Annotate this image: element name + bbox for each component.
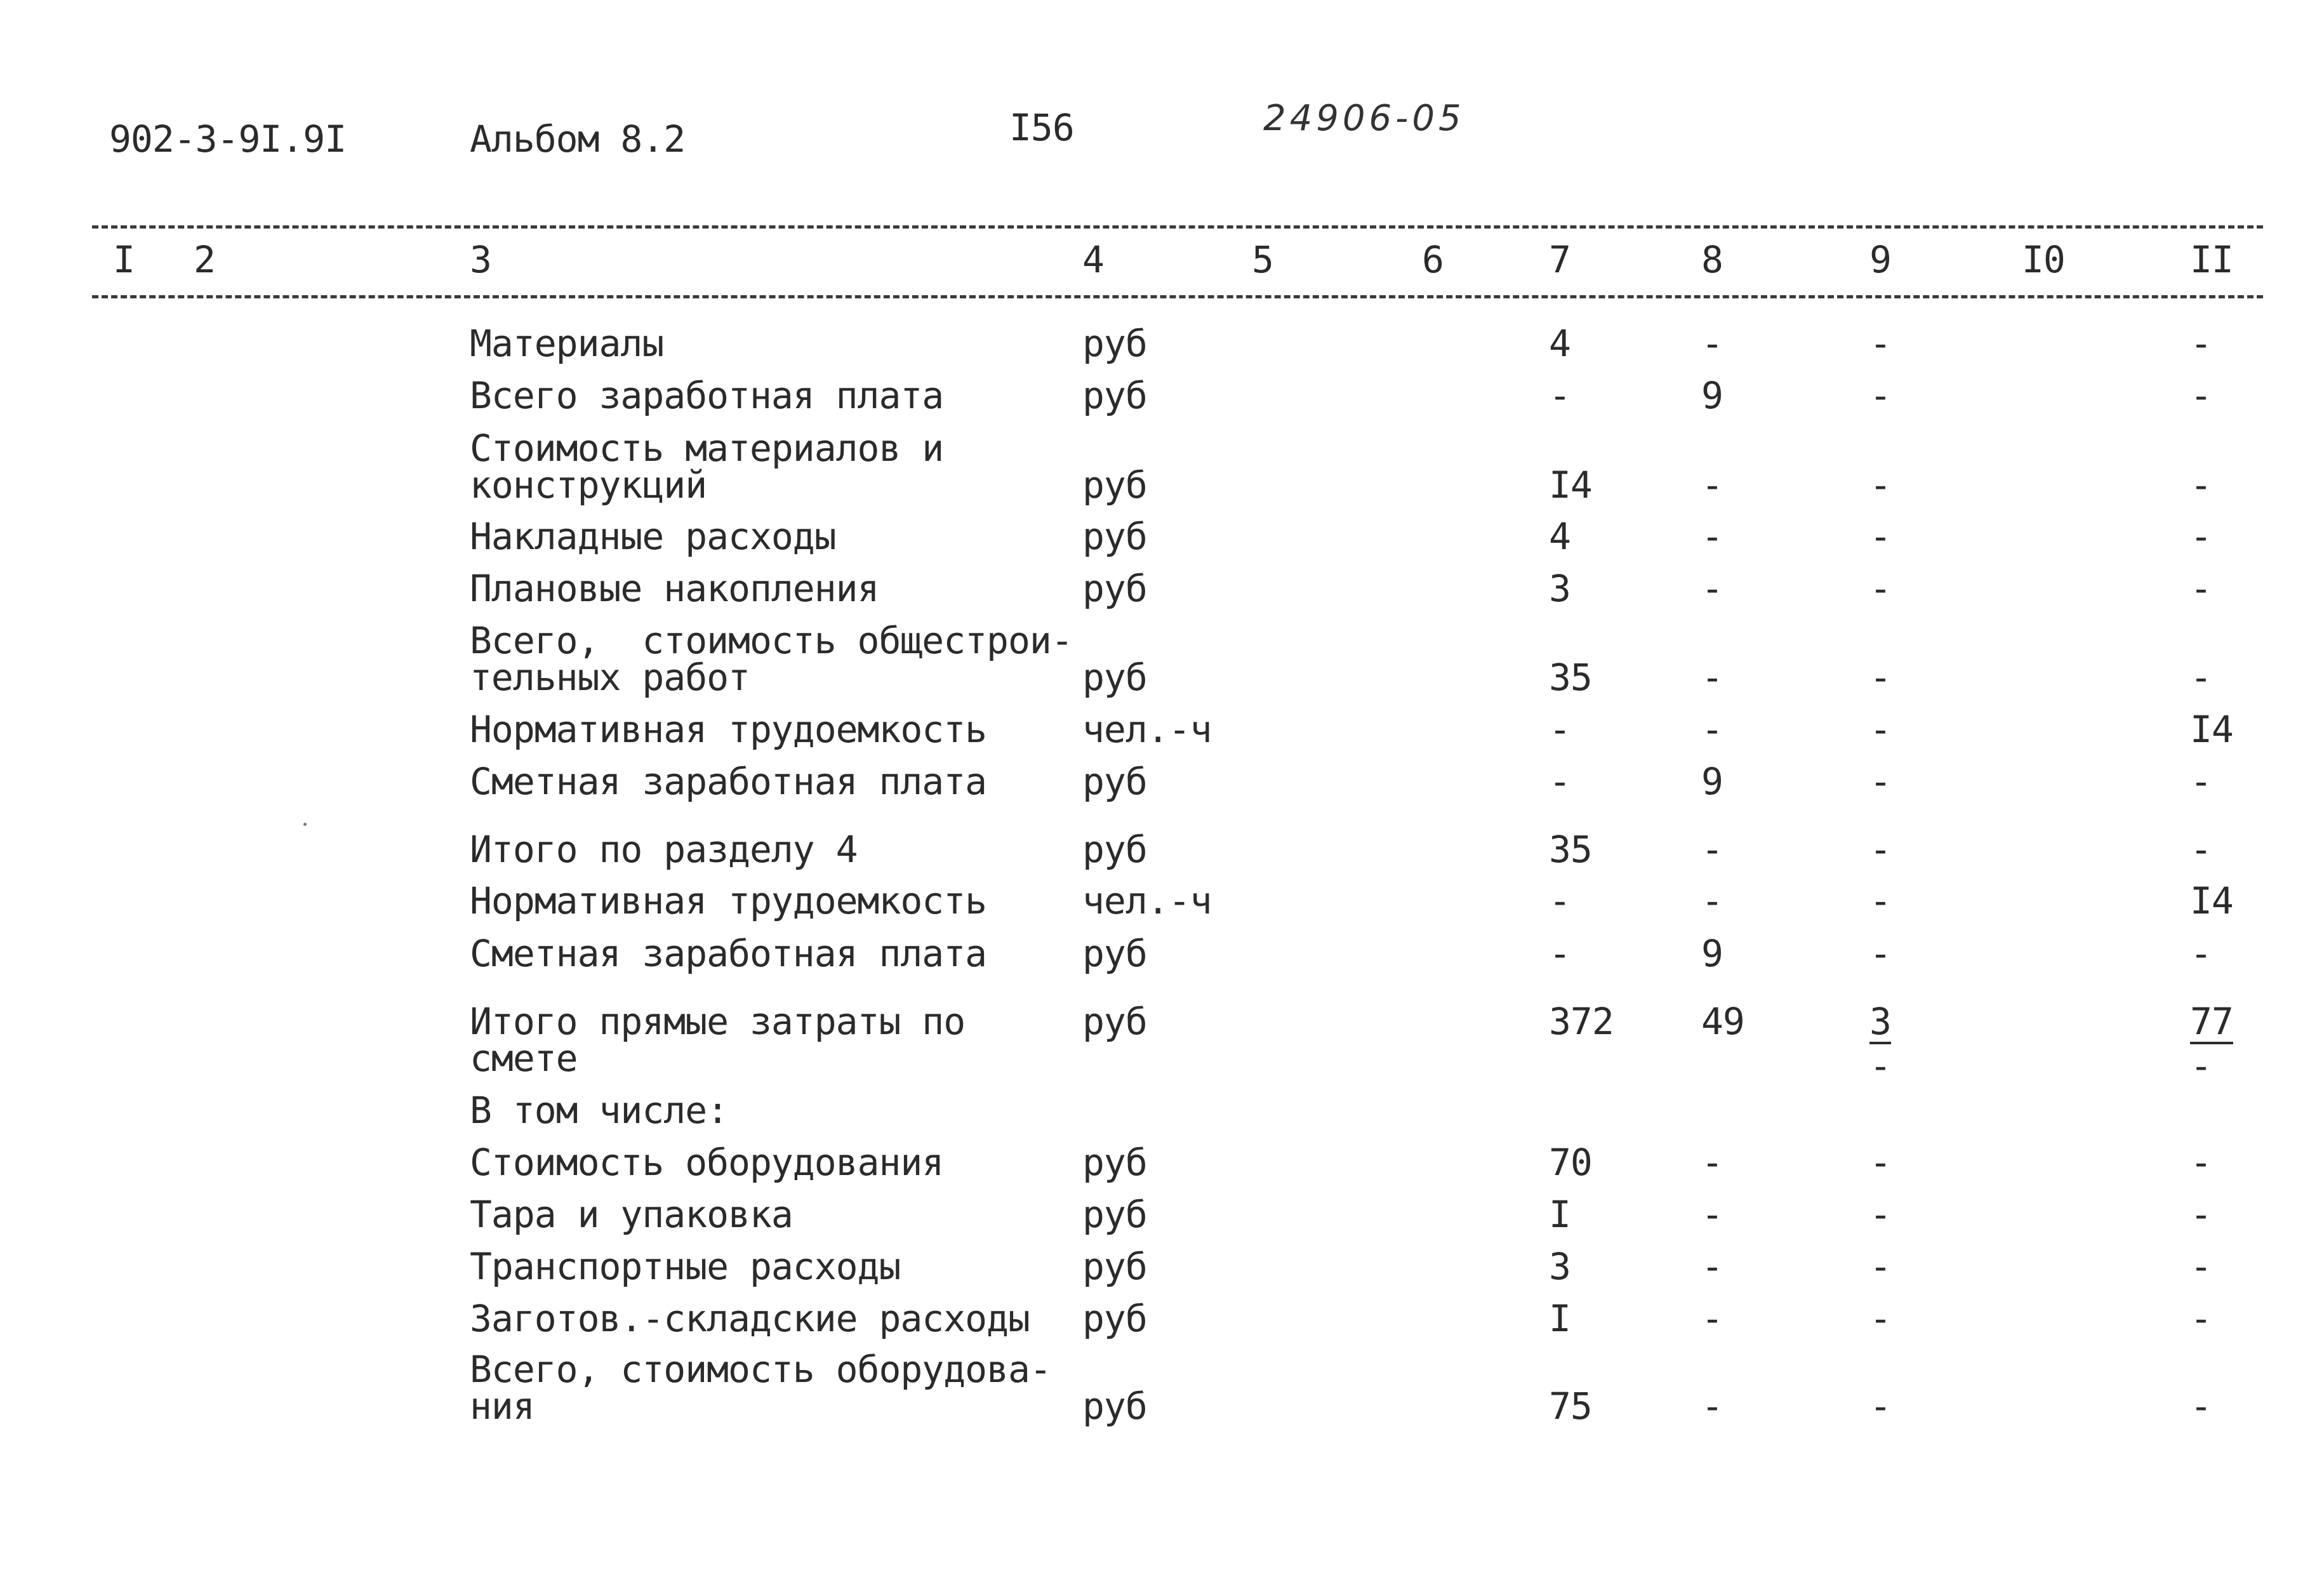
column-header-3: 3 — [470, 238, 491, 281]
row-col9-value: - — [1869, 708, 1891, 751]
row-name-line: Сметная заработная плата — [470, 760, 987, 803]
row-col8-value: - — [1701, 1245, 1723, 1288]
row-name-line: Всего, стоимость оборудова- — [470, 1348, 1051, 1391]
row-name-line: В том числе: — [470, 1089, 729, 1132]
row-unit: чел.-ч — [1082, 879, 1212, 922]
row-col9-value: - — [1869, 760, 1891, 803]
row-name-line: Нормативная трудоемкость — [470, 708, 987, 751]
row-col8-value: - — [1701, 1385, 1723, 1428]
row-unit: руб — [1082, 656, 1147, 699]
row-unit: руб — [1082, 760, 1147, 803]
column-header-10: I0 — [2022, 238, 2065, 281]
row-unit: руб — [1082, 374, 1147, 417]
row-unit: руб — [1082, 1385, 1147, 1428]
row-col11-value: I4 — [2190, 708, 2233, 751]
row-col7-value: 3 — [1549, 567, 1570, 610]
row-col9-value: - — [1869, 656, 1891, 699]
row-col7-value: 4 — [1549, 515, 1570, 558]
row-name-line: смете — [470, 1037, 578, 1080]
row-name-line: Сметная заработная плата — [470, 932, 987, 975]
row-name-line: Стоимость оборудования — [470, 1141, 944, 1184]
row-col7-value: 70 — [1549, 1141, 1592, 1184]
header-bottom-rule — [92, 295, 2263, 298]
header-top-rule — [92, 225, 2263, 229]
row-unit: руб — [1082, 567, 1147, 610]
row-unit: руб — [1082, 515, 1147, 558]
row-col11-value: - — [2190, 760, 2212, 803]
row-col9-value: - — [1869, 1297, 1891, 1340]
row-col9-value: - — [1869, 1245, 1891, 1288]
row-name-line: тельных работ — [470, 656, 750, 699]
column-header-2: 2 — [194, 238, 215, 281]
row-col7-value: - — [1549, 374, 1570, 417]
row-name-line: Тара и упаковка — [470, 1193, 793, 1236]
row-col9-below: - — [1869, 1044, 1891, 1087]
row-col9-value: - — [1869, 567, 1891, 610]
row-col11-value: - — [2190, 1385, 2212, 1428]
column-header-7: 7 — [1549, 238, 1570, 281]
row-col9-value: - — [1869, 463, 1891, 507]
row-col11-value: 77 — [2190, 1000, 2233, 1043]
row-name-line: Итого по разделу 4 — [470, 828, 858, 871]
row-col9-value: - — [1869, 322, 1891, 365]
row-col11-value: - — [2190, 567, 2212, 610]
row-name-line: Материалы — [470, 322, 664, 365]
row-col7-value: 4 — [1549, 322, 1570, 365]
row-unit: руб — [1082, 932, 1147, 975]
row-unit: руб — [1082, 1297, 1147, 1340]
row-col7-value: 372 — [1549, 1000, 1614, 1043]
row-col7-value: - — [1549, 708, 1570, 751]
row-col8-value: - — [1701, 828, 1723, 871]
row-col11-value: - — [2190, 463, 2212, 507]
row-col7-value: 35 — [1549, 828, 1592, 871]
row-unit: руб — [1082, 1141, 1147, 1184]
row-col8-value: - — [1701, 463, 1723, 507]
row-col9-value: - — [1869, 1385, 1891, 1428]
row-col11-value: - — [2190, 515, 2212, 558]
row-name-line: Всего заработная плата — [470, 374, 944, 417]
row-unit: руб — [1082, 1245, 1147, 1288]
row-unit: руб — [1082, 463, 1147, 507]
row-col7-value: I4 — [1549, 463, 1592, 507]
row-col7-value: 75 — [1549, 1385, 1592, 1428]
document-code: 902-3-9I.9I — [109, 117, 347, 161]
row-col8-value: - — [1701, 567, 1723, 610]
row-name-line: Плановые накопления — [470, 567, 879, 610]
row-col8-value: 9 — [1701, 374, 1723, 417]
row-name-line: Итого прямые затраты по — [470, 1000, 966, 1043]
row-col8-value: - — [1701, 1193, 1723, 1236]
row-name-line: Транспортные расходы — [470, 1245, 901, 1288]
row-col11-value: - — [2190, 828, 2212, 871]
column-header-9: 9 — [1869, 238, 1891, 281]
row-unit: руб — [1082, 1193, 1147, 1236]
row-col9-value: - — [1869, 932, 1891, 975]
row-name-line: Стоимость материалов и — [470, 427, 944, 470]
row-col8-value: - — [1701, 656, 1723, 699]
row-unit: чел.-ч — [1082, 708, 1212, 751]
row-col8-value: 9 — [1701, 932, 1723, 975]
row-col8-value: - — [1701, 515, 1723, 558]
row-col11-value: - — [2190, 1245, 2212, 1288]
row-col7-value: 3 — [1549, 1245, 1570, 1288]
row-col9-value: - — [1869, 1193, 1891, 1236]
row-col7-value: 35 — [1549, 656, 1592, 699]
row-name-line: Накладные расходы — [470, 515, 836, 558]
row-col9-value: - — [1869, 374, 1891, 417]
page-number: I56 — [1009, 106, 1074, 149]
album-label: Альбом 8.2 — [470, 117, 686, 161]
column-header-5: 5 — [1252, 238, 1273, 281]
column-header-1: I — [113, 238, 135, 281]
row-col9-value: - — [1869, 828, 1891, 871]
row-col11-below: - — [2190, 1044, 2212, 1087]
column-header-4: 4 — [1082, 238, 1104, 281]
row-name-line: Нормативная трудоемкость — [470, 879, 987, 922]
row-col9-value: - — [1869, 879, 1891, 922]
row-col9-value: - — [1869, 1141, 1891, 1184]
row-col9-value: - — [1869, 515, 1891, 558]
row-col11-value: - — [2190, 1297, 2212, 1340]
row-name-line: конструкций — [470, 463, 707, 507]
row-col8-value: 9 — [1701, 760, 1723, 803]
row-col11-value: - — [2190, 1141, 2212, 1184]
row-col11-value: I4 — [2190, 879, 2233, 922]
row-name-line: Всего, стоимость общестрои- — [470, 619, 1073, 662]
speck — [303, 823, 307, 826]
row-col8-value: - — [1701, 1141, 1723, 1184]
column-header-6: 6 — [1422, 238, 1444, 281]
row-col8-value: - — [1701, 708, 1723, 751]
row-name-line: Заготов.-складские расходы — [470, 1297, 1030, 1340]
row-col11-value: - — [2190, 932, 2212, 975]
row-col7-value: - — [1549, 879, 1570, 922]
row-col8-value: 49 — [1701, 1000, 1744, 1043]
column-header-11: II — [2190, 238, 2233, 281]
row-col8-value: - — [1701, 1297, 1723, 1340]
row-col7-value: I — [1549, 1297, 1570, 1340]
row-col7-value: - — [1549, 932, 1570, 975]
handwritten-code: 24906-05 — [1263, 98, 1465, 139]
row-col8-value: - — [1701, 879, 1723, 922]
row-unit: руб — [1082, 828, 1147, 871]
row-col11-value: - — [2190, 322, 2212, 365]
row-col7-value: - — [1549, 760, 1570, 803]
row-col8-value: - — [1701, 322, 1723, 365]
row-unit: руб — [1082, 322, 1147, 365]
column-header-8: 8 — [1701, 238, 1723, 281]
row-col11-value: - — [2190, 1193, 2212, 1236]
row-col7-value: I — [1549, 1193, 1570, 1236]
row-col9-value: 3 — [1869, 1000, 1891, 1043]
row-unit: руб — [1082, 1000, 1147, 1043]
row-col11-value: - — [2190, 656, 2212, 699]
row-col11-value: - — [2190, 374, 2212, 417]
row-name-line: ния — [470, 1385, 535, 1428]
